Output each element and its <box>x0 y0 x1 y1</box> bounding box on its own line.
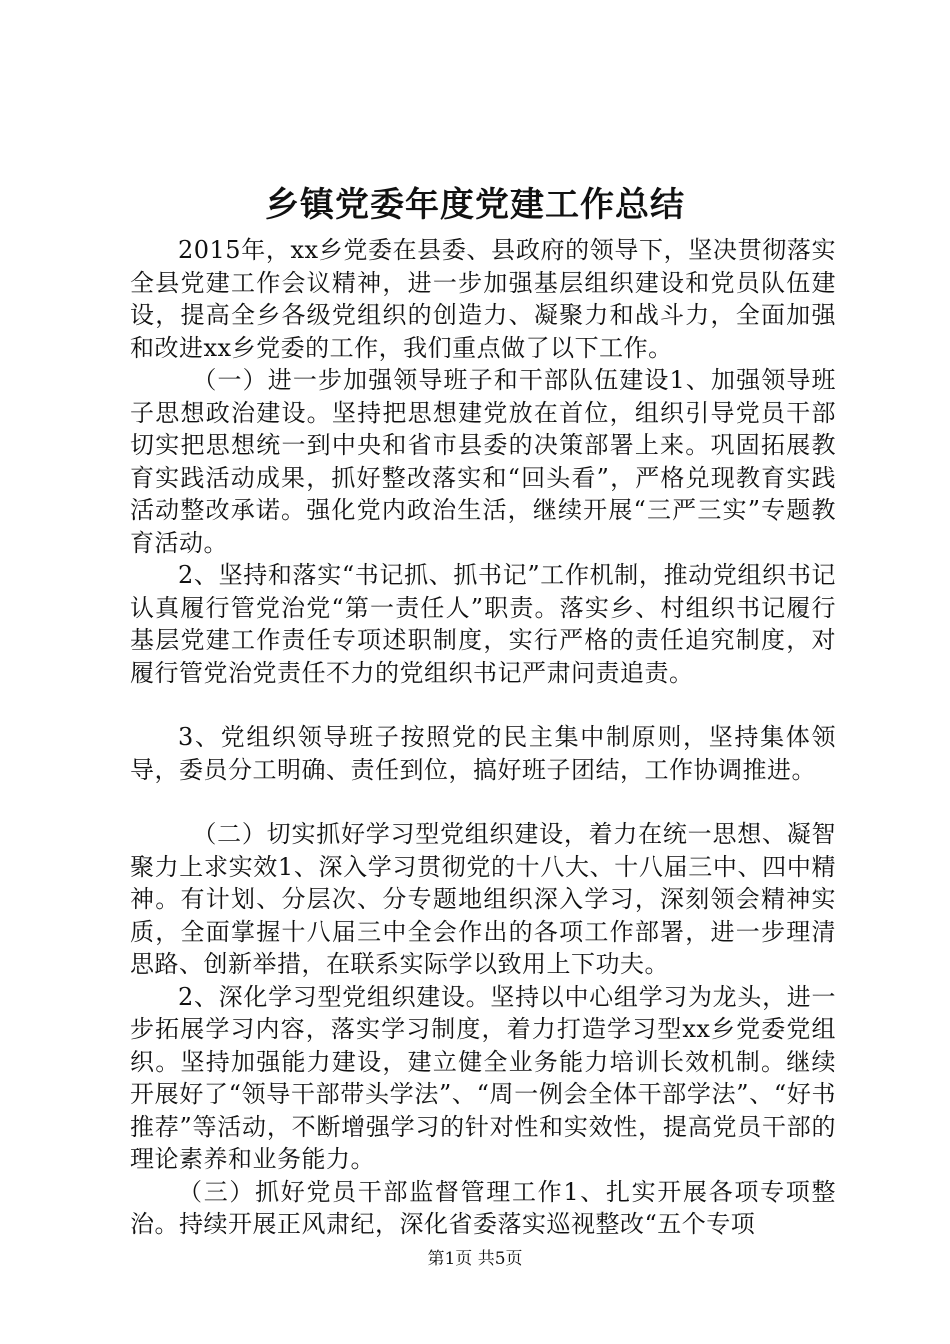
page-number: 第1页 共5页 <box>427 1249 523 1269</box>
paragraph-section-1-item-2: 2、坚持和落实“书记抓、抓书记”工作机制，推动党组织书记认真履行管党治党“第一责任人”职责。落实乡、村组织书记履行基层党建工作责任专项述职制度，实行严格的责任追究制度，对履行管党治党责任不力的党组织书记严肃问责追责。 <box>130 561 836 687</box>
document-title: 乡镇党委年度党建工作总结 <box>265 185 685 225</box>
document-body <box>130 234 836 1241</box>
paragraph-section-1: （一）进一步加强领导班子和干部队伍建设1、加强领导班子思想政治建设。坚持把思想建党放在首位，组织引导党员干部切实把思想统一到中央和省市县委的决策部署上来。巩固拓展教育实践活动成果，抓好整改落实和“回头看”，严格兑现教育实践活动整改承诺。强化党内政治生活，继续开展“三严三实”专题教育活动。 <box>130 366 836 557</box>
paragraph-intro: 2015年，xx乡党委在县委、县政府的领导下，坚决贯彻落实全县党建工作会议精神，进一步加强基层组织建设和党员队伍建设，提高全乡各级党组织的创造力、凝聚力和战斗力，全面加强和改进xx乡党委的工作，我们重点做了以下工作。 <box>130 236 836 362</box>
paragraph-section-2: （二）切实抓好学习型党组织建设，着力在统一思想、凝智聚力上求实效1、深入学习贯彻党的十八大、十八届三中、四中精神。有计划、分层次、分专题地组织深入学习，深刻领会精神实质，全面掌握十八届三中全会作出的各项工作部署，进一步理清思路、创新举措，在联系实际学以致用上下功夫。 <box>130 820 836 978</box>
paragraph-section-1-item-3: 3、党组织领导班子按照党的民主集中制原则，坚持集体领导，委员分工明确、责任到位，搞好班子团结，工作协调推进。 <box>130 723 836 784</box>
paragraph-section-3: （三）抓好党员干部监督管理工作1、扎实开展各项专项整治。持续开展正风肃纪，深化省委落实巡视整改“五个专项 <box>130 1177 836 1238</box>
paragraph-section-2-item-2: 2、深化学习型党组织建设。坚持以中心组学习为龙头，进一步拓展学习内容，落实学习制度，着力打造学习型xx乡党委党组织。坚持加强能力建设，建立健全业务能力培训长效机制。继续开展好了“领导干部带头学法”、“周一例会全体干部学法”、“好书推荐”等活动，不断增强学习的针对性和实效性，提高党员干部的理论素养和业务能力。 <box>130 982 836 1173</box>
